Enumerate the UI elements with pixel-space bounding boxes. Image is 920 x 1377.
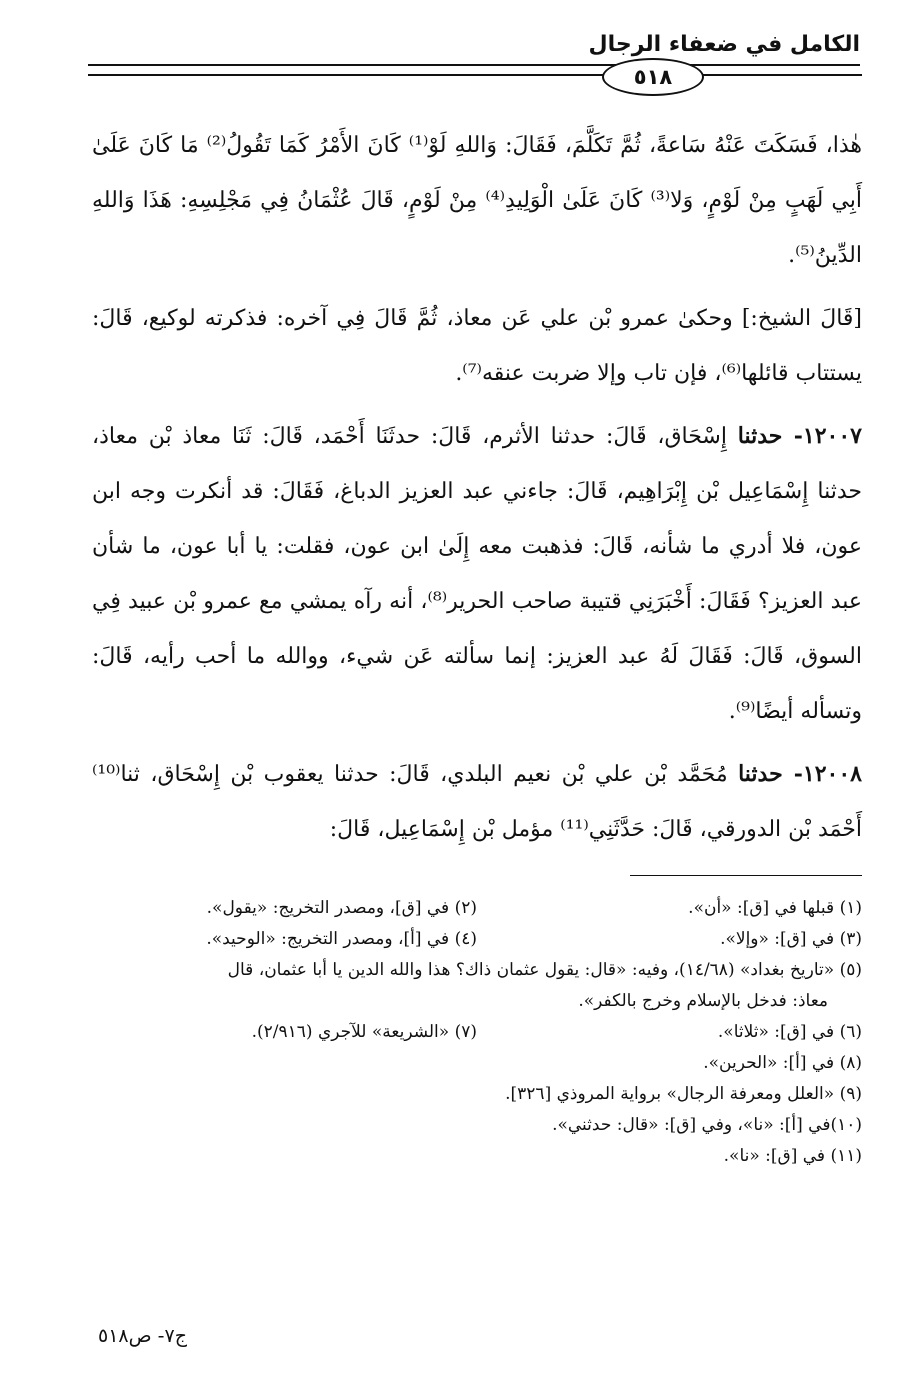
footnote-row [92, 924, 862, 955]
footnote-9: (٩) «العلل ومعرفة الرجال» برواية المروذي [٣٢٦]. [505, 1084, 862, 1104]
footnote-2: (٢) في [ق]، ومصدر التخريج: «يقول». [206, 898, 477, 918]
footnote-4: (٤) في [أ]، ومصدر التخريج: «الوحيد». [206, 929, 477, 949]
footnote-5: (٥) «تاريخ بغداد» (١٤/٦٨)، وفيه: «قال: يقول عثمان ذاك؟ هذا والله الدين يا أبا عثمان، قال [227, 960, 862, 980]
paragraph-4 [92, 747, 862, 857]
page-number: ٥١٨ [633, 65, 673, 89]
footnote-row [92, 893, 862, 924]
paragraph-2: [قَالَ الشيخ:] وحكىٰ عمرو بْن علي عَن معاذ، ثُمَّ قَالَ فِي آخره: فذكرته لوكيع، قَالَ: يستتاب قائلها⁽⁶⁾، فإن تاب وإلا ضربت عنقه⁽⁷⁾. [92, 306, 862, 386]
badge-line-left [88, 74, 604, 76]
paragraph-3-text: إِسْحَاق، قَالَ: حدثنا الأثرم، قَالَ: حدثَنَا أَحْمَد، قَالَ: ثَنَا معاذ بْن معاذ، حدثنا إِسْمَاعِيل بْن إِبْرَاهِيم، قَالَ: جاءني عبد العزيز الدباغ، فَقَالَ: قد أنكرت وجه ابن عون، فلا أدري ما شأنه، قَالَ: فذهبت معه إِلَىٰ ابن عون، فقلت: يا أبا عون، ما شأن عبد العزيز؟ فَقَالَ: أَخْبَرَنِي قتيبة صاحب الحرير⁽⁸⁾، أنه رآه يمشي مع عمرو بْن عبيد فِي السوق، قَالَ: فَقَالَ لَهُ عبد العزيز: إنما سألته عَن شيء، ووالله ما أحب رأيه، قَالَ: وتسأله أيضًا⁽⁹⁾. [92, 424, 862, 724]
footnote-3: (٣) في [ق]: «وإلا». [720, 929, 862, 949]
footnote-10: (١٠)في [أ]: «نا»، وفي [ق]: «قال: حدثني». [552, 1115, 862, 1135]
footnote-11: (١١) في [ق]: «نا». [723, 1146, 862, 1166]
volume-page-reference: ج٧- ص٥١٨ [98, 1325, 187, 1347]
footnote-separator [630, 875, 862, 876]
footnote-6: (٦) في [ق]: «ثلاثا». [717, 1022, 862, 1042]
footnotes [92, 893, 862, 1172]
running-header [88, 28, 860, 64]
badge-line-right [700, 74, 862, 76]
header-rule [88, 64, 860, 66]
footnote-5-continued: معاذ: فدخل بالإسلام وخرج بالكفر». [578, 991, 828, 1011]
paragraph-3 [92, 409, 862, 739]
main-text [92, 118, 862, 857]
paragraph-4-text: مُحَمَّد بْن علي بْن نعيم البلدي، قَالَ: حدثنا يعقوب بْن إِسْحَاق، ثنا⁽¹⁰⁾ أَحْمَد بْن الدورقي، قَالَ: حَدَّثَنِي⁽¹¹⁾ مؤمل بْن إِسْمَاعِيل، قَالَ: [92, 762, 862, 842]
book-title: الكامل في ضعفاء الرجال [588, 32, 860, 57]
paragraph-1: هٰذا، فَسَكَتَ عَنْهُ سَاعةً، ثُمَّ تَكَلَّمَ، فَقَالَ: وَاللهِ لَوْ⁽¹⁾ كَانَ الأَمْرُ كَمَا تَقُولُ⁽²⁾ مَا كَانَ عَلَىٰ أَبِي لَهَبٍ مِنْ لَوْمٍ، وَلا⁽³⁾ كَانَ عَلَىٰ الْوَلِيدِ⁽⁴⁾ مِنْ لَوْمٍ، قَالَ عُثْمَانُ فِي مَجْلِسِهِ: هَذَا وَاللهِ الدِّينُ⁽⁵⁾. [92, 133, 863, 268]
hadith-number-12007: ١٢٠٠٧- حدثنا [737, 423, 862, 449]
footnote-1: (١) قبلها في [ق]: «أن». [688, 898, 862, 918]
footnote-8: (٨) في [أ]: «الحرين». [703, 1053, 862, 1073]
footnote-row [92, 1017, 862, 1048]
page-number-badge [602, 58, 704, 96]
hadith-number-12008: ١٢٠٠٨- حدثنا [738, 761, 862, 787]
footnote-7: (٧) «الشريعة» للآجري (٢/٩١٦). [251, 1022, 477, 1042]
